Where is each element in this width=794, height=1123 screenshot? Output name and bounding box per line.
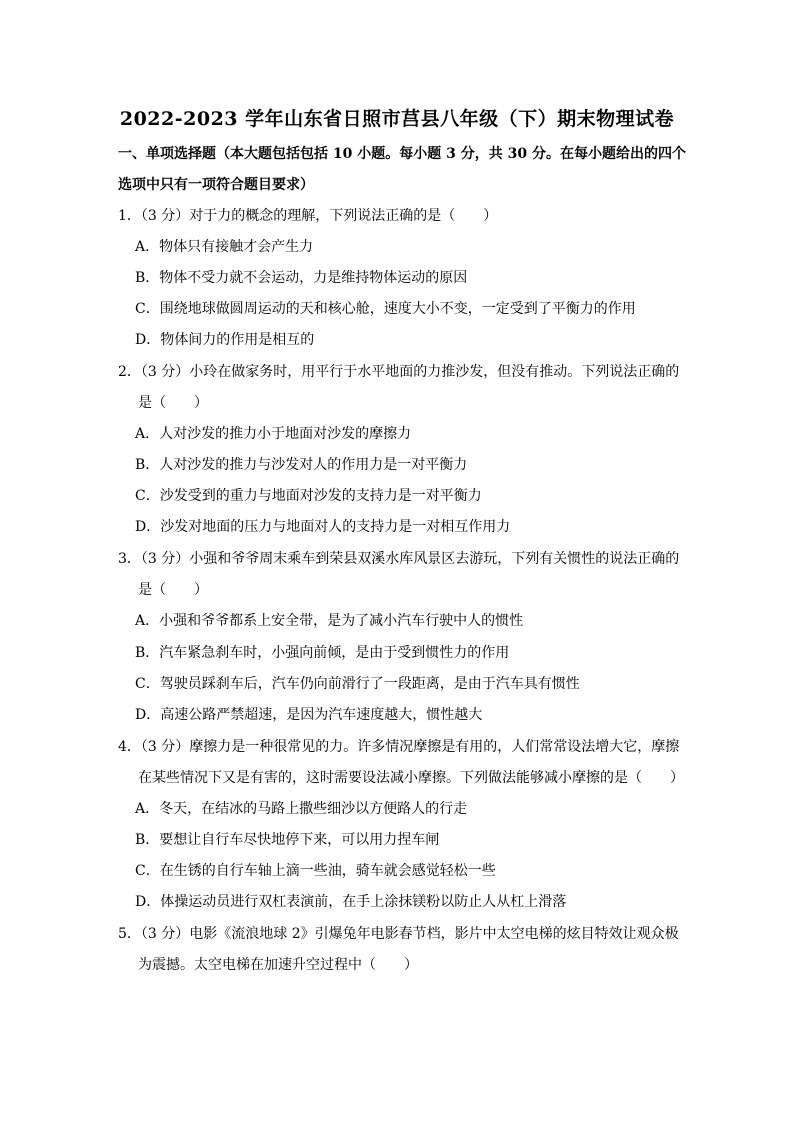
question-4-option-d: D．体操运动员进行双杠表演前，在手上涂抹镁粉以防止人从杠上滑落 [135, 894, 567, 910]
page-title: 2022-2023 学年山东省日照市莒县八年级（下）期末物理试卷 [119, 108, 675, 130]
question-3-stem-line-2: 是（ ） [138, 582, 208, 598]
question-1-option-d: D．物体间力的作用是相互的 [135, 332, 315, 348]
question-4-option-c: C．在生锈的自行车轴上滴一些油，骑车就会感觉轻松一些 [135, 863, 496, 879]
question-1-stem: 1．（3 分）对于力的概念的理解，下列说法正确的是（ ） [118, 208, 498, 224]
question-3-option-c: C．驾驶员踩刹车后，汽车仍向前滑行了一段距离，是由于汽车具有惯性 [135, 676, 580, 692]
question-4-option-a: A．冬天，在结冰的马路上撒些细沙以方便路人的行走 [135, 801, 468, 817]
question-2-stem-line-1: 2．（3 分）小玲在做家务时，用平行于水平地面的力推沙发，但没有推动。下列说法正确的 [118, 364, 680, 380]
question-4-option-b: B．要想让自行车尽快地停下来，可以用力捏车闸 [135, 832, 440, 848]
section-heading [118, 139, 686, 201]
question-3-option-b: B．汽车紧急刹车时，小强向前倾，是由于受到惯性力的作用 [135, 645, 510, 661]
question-5-stem-line-1: 5．（3 分）电影《流浪地球 2》引爆兔年电影春节档，影片中太空电梯的炫目特效让观众极 [118, 926, 679, 942]
question-3-option-a: A．小强和爷爷都系上安全带，是为了减小汽车行驶中人的惯性 [135, 613, 524, 629]
question-2-option-d: D．沙发对地面的压力与地面对人的支持力是一对相互作用力 [135, 519, 511, 535]
question-4-stem-line-1: 4．（3 分）摩擦力是一种很常见的力。许多情况摩擦是有用的，人们常常设法增大它，摩擦 [118, 739, 680, 755]
question-5-stem-line-2: 为震撼。太空电梯在加速升空过程中（ ） [138, 957, 418, 973]
section-heading-line-1: 一、单项选择题（本大题包括包括 10 小题。每小题 3 分，共 30 分。在每小题给出的四个 [118, 146, 686, 162]
question-3-stem-line-1: 3．（3 分）小强和爷爷周末乘车到荣县双溪水库风景区去游玩，下列有关惯性的说法正确的 [118, 551, 680, 567]
question-4-stem-line-2: 在某些情况下又是有害的，这时需要设法减小摩擦。下列做法能够减小摩擦的是（ ） [138, 770, 684, 786]
question-1-option-b: B．物体不受力就不会运动，力是维持物体运动的原因 [135, 270, 468, 286]
question-1-option-c: C．围绕地球做圆周运动的天和核心舱，速度大小不变，一定受到了平衡力的作用 [135, 301, 636, 317]
question-2-option-b: B．人对沙发的推力与沙发对人的作用力是一对平衡力 [135, 457, 468, 473]
question-2-option-c: C．沙发受到的重力与地面对沙发的支持力是一对平衡力 [135, 488, 482, 504]
question-2-option-a: A．人对沙发的推力小于地面对沙发的摩擦力 [135, 426, 412, 442]
question-2-stem-line-2: 是（ ） [138, 395, 208, 411]
question-3-option-d: D．高速公路严禁超速，是因为汽车速度越大，惯性越大 [135, 707, 483, 723]
question-1-option-a: A．物体只有接触才会产生力 [135, 239, 314, 255]
section-heading-line-2: 选项中只有一项符合题目要求） [118, 177, 314, 193]
